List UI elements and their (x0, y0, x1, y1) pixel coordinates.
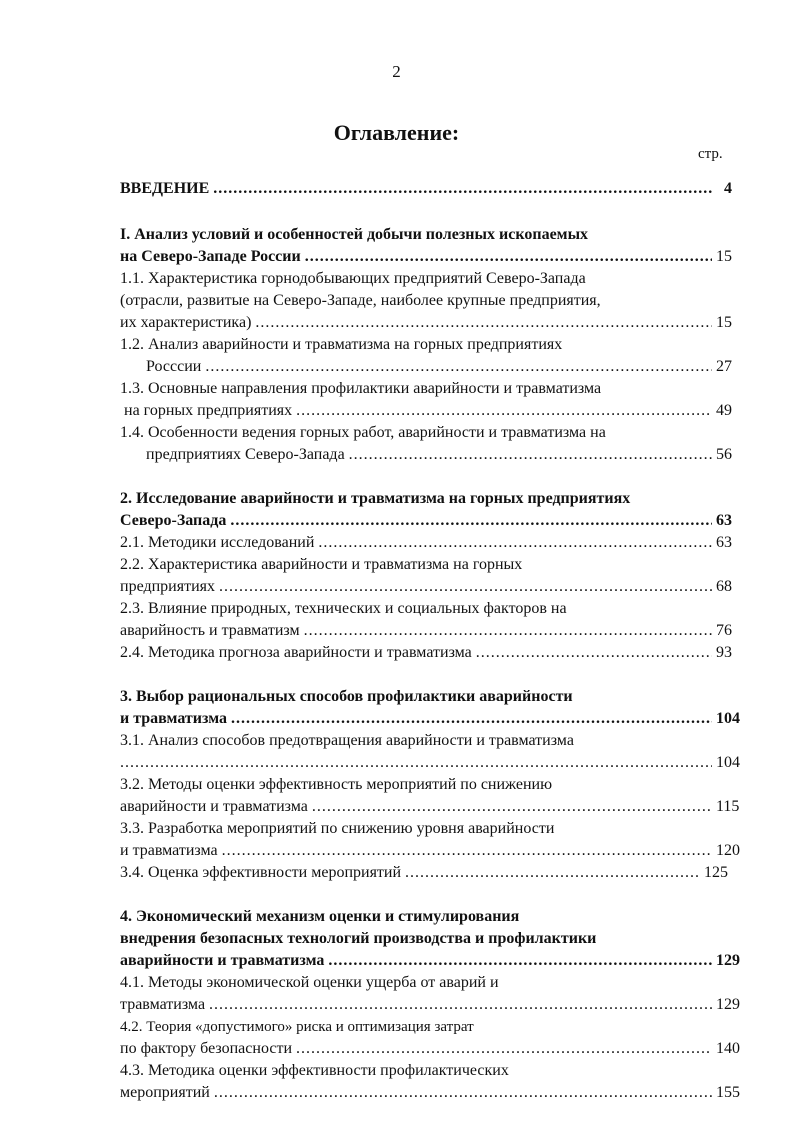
toc-entry-page: 129 (716, 952, 740, 969)
section-line: 3.1. Анализ способов предотвращения аварийности и травматизма (120, 732, 574, 749)
section-line: и травматизма (120, 842, 218, 859)
section-line: 3.2. Методы оценки эффективность мероприятий по снижению (120, 776, 553, 793)
section-line: аварийности и травматизма (120, 798, 308, 815)
section-line: травматизма (120, 996, 206, 1013)
toc-section-2-4[interactable] (120, 642, 732, 664)
dot-leader (205, 356, 712, 378)
toc-section-3-1[interactable] (120, 730, 740, 774)
section-line: предприятиях Северо-Запада (146, 446, 345, 463)
chapter-title-line: I. Анализ условий и особенностей добычи полезных ископаемых (120, 226, 589, 243)
toc-chapter-3[interactable] (120, 686, 740, 730)
chapter-title-line: 2. Исследование аварийности и травматизма на горных предприятиях (120, 490, 631, 507)
toc-entry-page: 155 (716, 1084, 740, 1101)
dot-leader (304, 620, 712, 642)
chapter-title-line: 3. Выбор рациональных способов профилактики аварийности (120, 688, 573, 705)
toc-section-1-4[interactable] (120, 422, 732, 466)
dot-leader (231, 708, 712, 730)
dot-leader (213, 178, 712, 200)
toc-section-3-2[interactable] (120, 774, 740, 818)
section-line: предприятиях (120, 578, 215, 595)
chapter-title-line: Северо-Запада (120, 512, 227, 529)
toc-entry-title: ВВЕДЕНИЕ (120, 180, 210, 197)
section-line: 1.1. Характеристика горнодобывающих предприятий Северо-Запада (120, 270, 586, 287)
dot-leader (405, 862, 700, 884)
dot-leader (349, 444, 712, 466)
dot-leader (219, 576, 712, 598)
toc-section-4-2[interactable] (120, 1016, 740, 1060)
toc-entry-page: 120 (716, 842, 740, 859)
section-line: 2.1. Методики исследований (120, 534, 315, 551)
toc-chapter-1[interactable] (120, 224, 732, 268)
section-line: 4.1. Методы экономической оценки ущерба от аварий и (120, 974, 499, 991)
dot-leader (305, 246, 712, 268)
toc-section-4-1[interactable] (120, 972, 740, 1016)
section-line: 3.4. Оценка эффективности мероприятий (120, 864, 402, 881)
section-line: их характеристика) (120, 314, 252, 331)
section-line: 1.3. Основные направления профилактики аварийности и травматизма (120, 380, 602, 397)
section-line: 4.3. Методика оценки эффективности профилактических (120, 1062, 509, 1079)
dot-leader (120, 752, 712, 774)
toc-entry-page: 49 (716, 402, 732, 419)
toc-entry-page: 15 (716, 314, 732, 331)
section-line: на горных предприятиях (124, 402, 293, 419)
toc-title: Оглавление: (333, 120, 460, 145)
page-number: 2 (392, 62, 401, 81)
toc-section-2-3[interactable] (120, 598, 732, 642)
toc-section-2-1[interactable] (120, 532, 732, 554)
toc-entry-page: 27 (716, 358, 732, 375)
section-line: 3.3. Разработка мероприятий по снижению уровня аварийности (120, 820, 555, 837)
dot-leader (222, 840, 712, 862)
chapter-title-line: и травматизма (120, 710, 227, 727)
toc-entry-page: 56 (716, 446, 732, 463)
dot-leader (296, 400, 712, 422)
table-of-contents (120, 178, 740, 1104)
chapter-title-line: аварийности и травматизма (120, 952, 325, 969)
section-line: 1.4. Особенности ведения горных работ, аварийности и травматизма на (120, 424, 606, 441)
section-line: по фактору безопасности (120, 1040, 292, 1057)
dot-leader (209, 994, 712, 1016)
toc-chapter-4[interactable] (120, 906, 740, 972)
toc-entry-page: 129 (716, 996, 740, 1013)
section-line: (отрасли, развитые на Северо-Западе, наиболее крупные предприятия, (120, 292, 601, 309)
dot-leader (230, 510, 712, 532)
section-line: 2.4. Методика прогноза аварийности и травматизма (120, 644, 472, 661)
toc-section-1-3[interactable] (120, 378, 732, 422)
toc-entry-page: 63 (716, 534, 732, 551)
toc-section-1-2[interactable] (120, 334, 732, 378)
toc-entry-page: 76 (716, 622, 732, 639)
chapter-title-line: на Северо-Западе России (120, 248, 301, 265)
section-line: 2.3. Влияние природных, технических и социальных факторов на (120, 600, 567, 617)
section-line: 2.2. Характеристика аварийности и травматизма на горных (120, 556, 523, 573)
toc-entry-page: 125 (704, 864, 728, 881)
dot-leader (255, 312, 712, 334)
dot-leader (296, 1038, 712, 1060)
toc-entry-intro[interactable] (120, 178, 732, 200)
toc-section-4-3[interactable] (120, 1060, 740, 1104)
dot-leader (214, 1082, 712, 1104)
chapter-title-line: 4. Экономический механизм оценки и стимулирования (120, 908, 520, 925)
toc-entry-page: 140 (716, 1040, 740, 1057)
toc-entry-page: 104 (716, 754, 740, 771)
toc-entry-page: 115 (716, 798, 740, 815)
dot-leader (328, 950, 712, 972)
toc-entry-page: 104 (716, 710, 740, 727)
toc-entry-page: 15 (716, 248, 732, 265)
section-line: аварийность и травматизм (120, 622, 300, 639)
chapter-title-line: внедрения безопасных технологий производства и профилактики (120, 930, 597, 947)
toc-section-3-4[interactable] (120, 862, 732, 884)
toc-entry-page: 93 (716, 644, 732, 661)
section-line: мероприятий (120, 1084, 210, 1101)
toc-chapter-2[interactable] (120, 488, 732, 532)
toc-section-1-1[interactable] (120, 268, 732, 334)
dot-leader (318, 532, 712, 554)
toc-section-3-3[interactable] (120, 818, 740, 862)
dot-leader (312, 796, 712, 818)
toc-entry-page: 4 (724, 180, 732, 197)
toc-entry-page: 68 (716, 578, 732, 595)
section-line: Росссии (146, 358, 202, 375)
section-line: 4.2. Теория «допустимого» риска и оптимизация затрат (120, 1019, 474, 1035)
toc-section-2-2[interactable] (120, 554, 732, 598)
section-line: 1.2. Анализ аварийности и травматизма на горных предприятиях (120, 336, 563, 353)
dot-leader (476, 642, 712, 664)
toc-entry-page: 63 (716, 512, 732, 529)
page-column-label: стр. (698, 146, 723, 162)
